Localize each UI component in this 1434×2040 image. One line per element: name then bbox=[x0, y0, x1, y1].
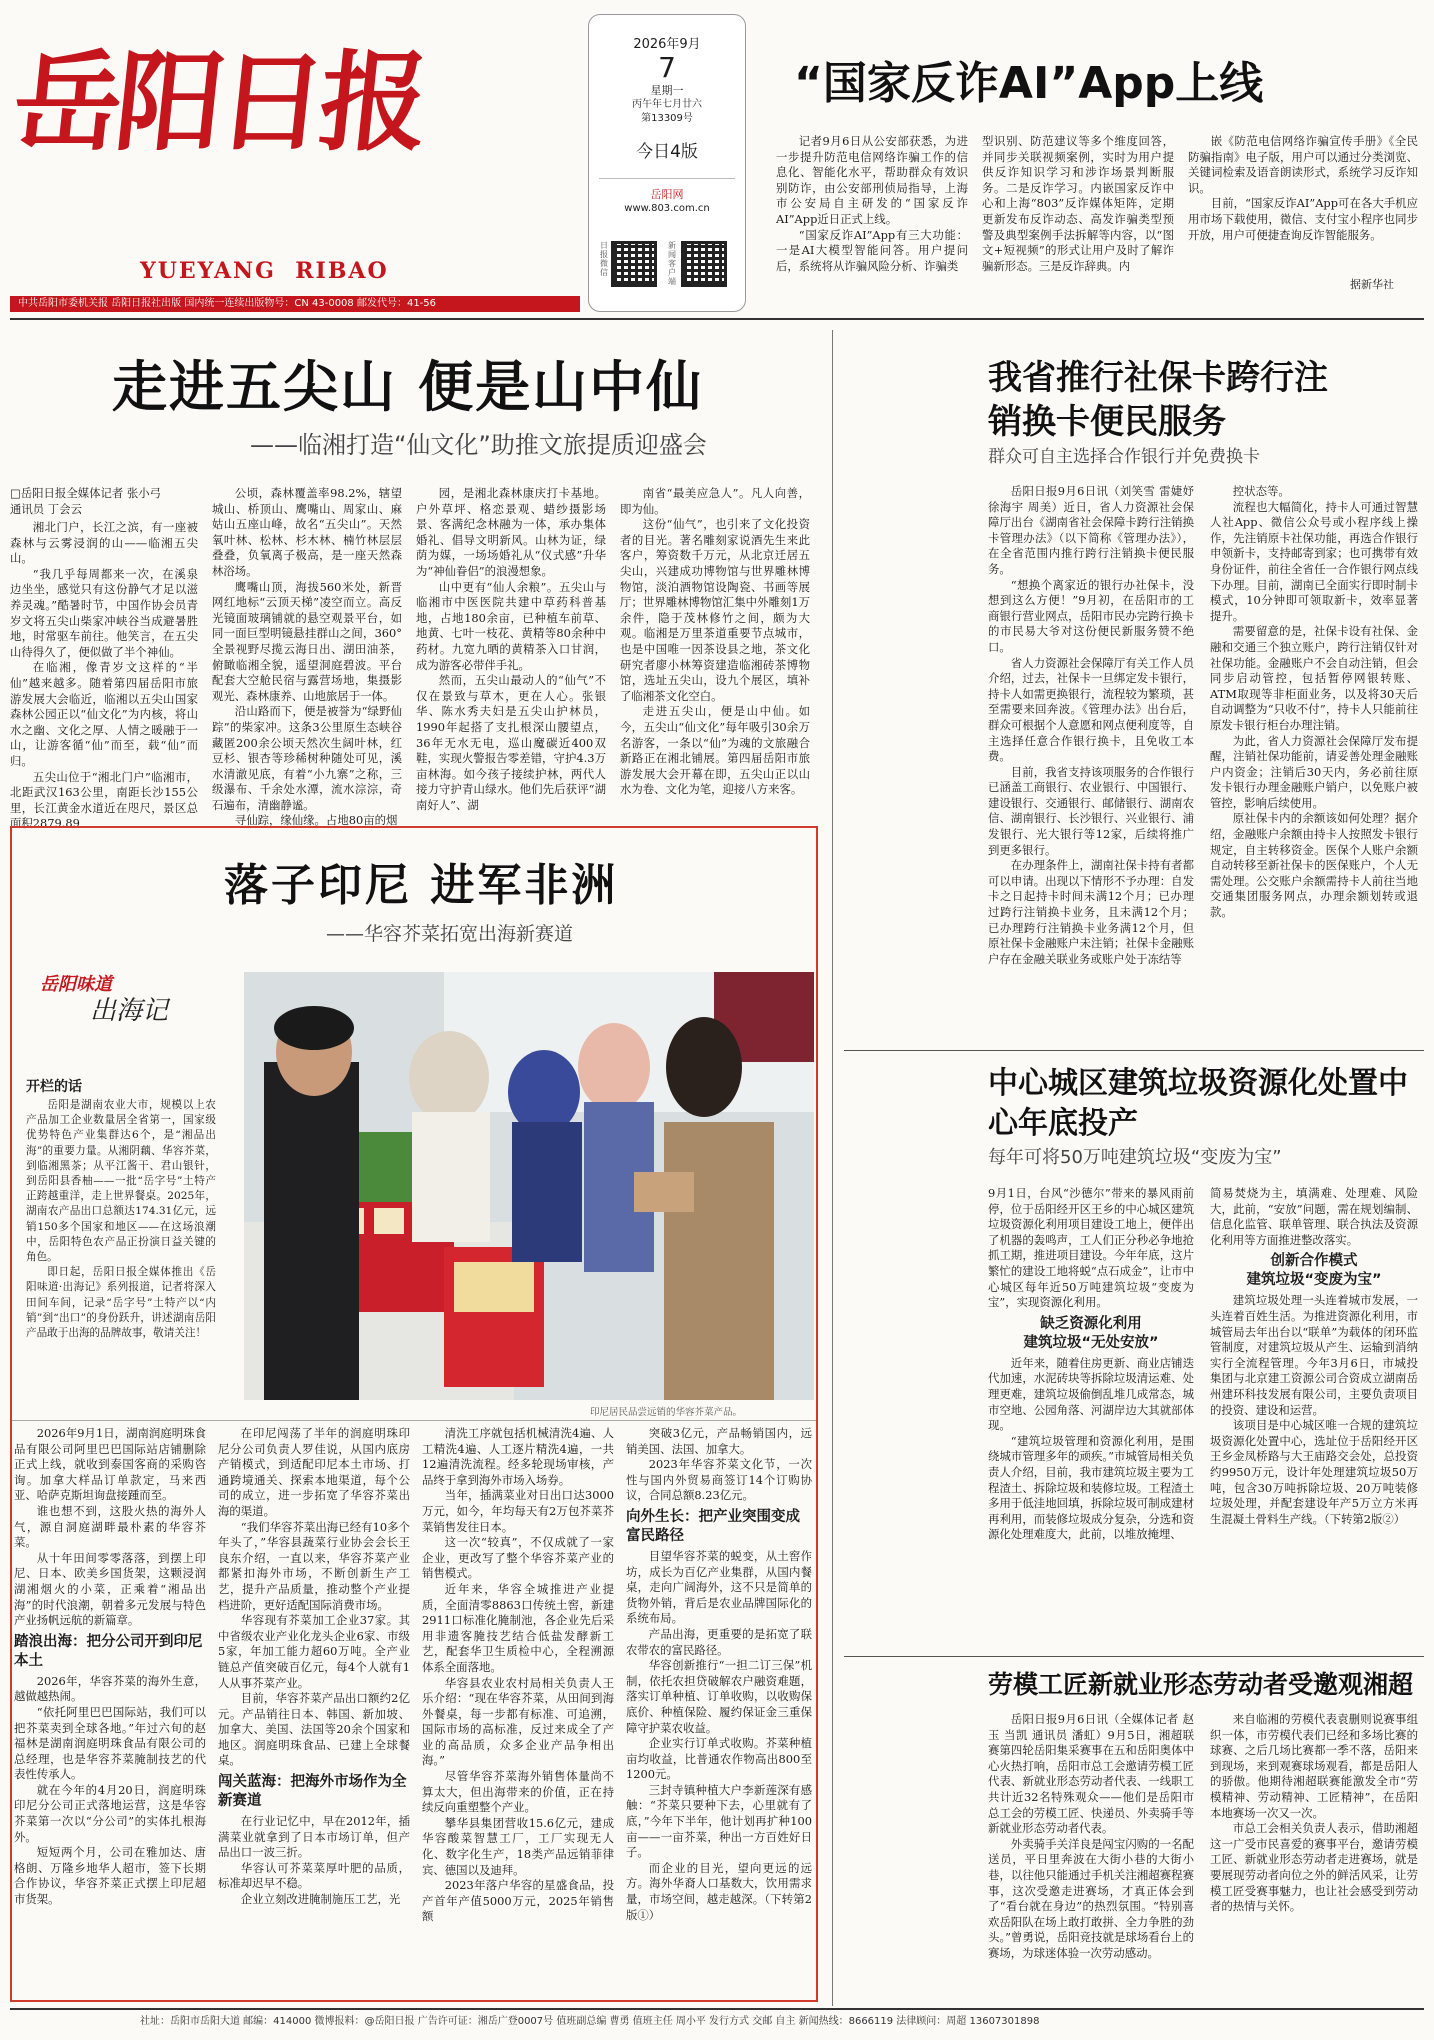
waste-col-1-heading: 缺乏资源化利用 建筑垃圾“无处安放” bbox=[1023, 1315, 1159, 1351]
masthead-logo: 岳阳日报 bbox=[7, 40, 429, 166]
page-count: 今日4版 bbox=[636, 142, 698, 162]
waste-col-2-text: 简易焚烧为主，填满难、处理难、风险大，此前，“安放”问题，需在规划编制、信息化监管、联单管理、联合执法及资源化利用等方面推进整改落实。 bbox=[1210, 1186, 1418, 1247]
labor-col-2: 来自临湘的劳模代表袁删则说赛事组织一体，市劳模代表们已经和多场比赛的球赛、之后几场比赛都一季不落，岳阳来到现场，来到观赛球场观看，都是岳阳人的骄傲。他期待湘超联赛能激发全市“劳模精神、劳动精神、工匠精神”，在岳阳本地赛场一次又一次。 市总工会相关负责人表示，借助湘超这一广受市民喜爱的赛事平台，邀请劳模工匠、新就业形态劳动者走进赛场，就是要展现劳动者向位之外的鲜活风采，让劳模工匠受赛事魅力，也让社会感受到劳动者的热情与关怀。 bbox=[1210, 1712, 1418, 1914]
preface-text: 岳阳是湖南农业大市，规模以上农产品加工企业数量居全省第一，国家级优势特色产业集群达6个，是“湘品出海”的重要力量。从湘阴藕、华容芥菜，到临湘黑茶；从平江酱干、君山银针，到岳阳县香柚——一批“岳字号”土特产正跨越重洋，走上世界餐桌。2025年，湖南农产品出口总额达174.31亿元，远销150多个国家和地区——在这场浪潮中，岳阳特色农产品正扮演日益关键的角色。 即日起，岳阳日报全媒体推出《岳阳味道·出海记》系列报道，记者将深入田间车间，记录“岳字号”土特产以“内销”到“出口”的身份跃升，讲述湖南岳阳产品敢于出海的品牌故事，敬请关注！ bbox=[26, 1099, 216, 1340]
preface-title: 开栏的话 bbox=[26, 1079, 82, 1095]
social-card-col-2: 控状态等。 流程也大幅简化，持卡人可通过智慧人社App、微信公众号或小程序线上操作，先注销原卡社保功能，再选合作银行申领新卡，支持邮寄到家；也可携带有效身份证件，前往全省任一合作银行网点线下办理。目前，湖南已全面实行即时制卡模式，10分钟即可领取新卡，效率显著提升。 需要留意的是，社保卡设有社保、金融和交通三个独立账户，跨行注销仅针对社保功能。金融账户不会自动注销，但会同步启动管控，包括暂停网银转账、ATM取现等非柜面业务，以及将30天后自动调整为“只收不付”，持卡人只能前往原发卡银行柜台办理注销。 为此，省人力资源社会保障厅发布提醒，注销社保功能前，请妥善处理金融账户内资金；注销后30天内，务必前往原发卡银行办理金融账户销户，以免账户被管控，影响后续使用。 原社保卡内的余额该如何处理？据介绍，金融账户余额由持卡人按照发卡银行规定，自主转移资金。医保个人账户余额自动转移至新社保卡的医保账户，个人无需处理。公交账户余额需持卡人前往当地交通集团服务网点，办理余额划转或退款。 bbox=[1210, 484, 1418, 920]
masthead-pinyin: YUEYANG RIBAO bbox=[140, 258, 389, 284]
featured-col-2 bbox=[218, 1426, 410, 1998]
lead-story-byline: □岳阳日报全媒体记者 张小弓 通讯员 丁会云 bbox=[10, 486, 162, 516]
waste-col-1 bbox=[988, 1186, 1194, 1648]
featured-col-1-heading: 踏浪出海：把分公司开到印尼本土 bbox=[14, 1633, 203, 1669]
featured-col-4b-text: 目望华容芥菜的蜕变，从土窖作坊，成长为百亿产业集群，从国内餐桌，走向广阔海外，这不只是简单的货物外销，背后是农业品牌国际化的系统布局。 产品出海，更重要的是拓宽了联农带农的富民路径。 华容创新推行“一担二订三保”机制，依托农担贷破解农户融资难题，落实订单种植、订单收购，以收购保底价、种植保险、履约保证金三重保障守护菜农收益。 企业实行订单式收购。芥菜种植亩均收益，比普通农作物高出800至1200元。 三封寺镇种植大户李新莲深有感触：“芥菜只要种下去，心里就有了底，”今年下半年，他计划再扩种100亩——一亩芥菜，种出一方百姓好日子。 而企业的目光，望向更远的远方。海外华裔人口基数大，饮用需求量，市场空间，越走越深。（下转第2版①） bbox=[626, 1548, 812, 1922]
photo-scene bbox=[244, 972, 814, 1400]
waste-col-2b-text: 建筑垃圾处理一头连着城市发展，一头连着百姓生活。为推进资源化利用，市城管局去年出台以“联单”为载体的闭环监管制度，对建筑垃圾从产生、运输到消纳实行全流程管理。今年3月6日，市城投集团与北京建工资源公司合资成立湖南岳州建环科技发展有限公司，主要负责项目的投资、建设和运营。 该项目是中心城区唯一合规的建筑垃圾资源化处置中心，选址位于岳阳经开区王乡金凤桥路与大王庙路交会处，总投资约9950万元，设计年处理建筑垃圾50万吨，包含30万吨拆除垃圾、20万吨装修垃圾处理，并配套建设年产5万立方米再生混凝土骨料生产线。（下转第2版②） bbox=[1210, 1293, 1418, 1526]
lead-story-subtitle: ——临湘打造“仙文化”助推文旅提质迎盛会 bbox=[250, 431, 707, 459]
top-story-col-2: 型识别、防范建议等多个维度回答，并同步关联视频案例，实时为用户提供反诈知识学习和涉诈场景判断服务。二是反诈学习。内嵌国家反诈中心和上海“803”反诈媒体矩阵，定期更新发布反诈动态、高发诈骗类型预警及典型案例手法拆解等内容，以“图文+短视频”的形式让用户及时了解诈骗新形态。三是反诈辞典。内 bbox=[982, 134, 1174, 273]
social-card-col-1: 岳阳日报9月6日讯（刘笑雪 雷婕妤 徐海宇 周美）近日，省人力资源社会保障厅出台《湖南省社会保障卡跨行注销换卡管理办法》（以下简称《管理办法》），在全省范围内推行跨行注销换卡便民服务。 “想换个离家近的银行办社保卡，没想到这么方便！”9月初，在岳阳市的工商银行营业网点，岳阳市民办完跨行换卡的市民易大爷对这份便民新服务赞不绝口。 省人力资源社会保障厅有关工作人员介绍，过去，社保卡一旦绑定发卡银行，持卡人如需更换银行，流程较为繁琐，甚至需要来回奔波。《管理办法》出台后，群众可根据个人意愿和网点便利度等，自主选择任意合作银行换卡，且免收工本费。 目前，我省支持该项服务的合作银行已涵盖工商银行、农业银行、中国银行、建设银行、交通银行、邮储银行、湖南农信、湖南银行、长沙银行、兴业银行、浦发银行、光大银行等12家，后续将推广到更多银行。 在办理条件上，湖南社保卡持有者都可以申请。出现以下情形不予办理：自发卡之日起持卡时间未满12个月；已办理过跨行注销换卡业务，且未满12个月；已办理跨行注销换卡业务满12个月，但原社保卡金融账户未注销；社保卡金融账户存在金融关联业务或账户处于冻结等 bbox=[988, 484, 1194, 966]
site-url: www.803.com.cn bbox=[624, 203, 710, 214]
qr1-label: 日报微信 bbox=[600, 241, 608, 277]
site-name: 岳阳网 bbox=[650, 188, 684, 201]
waste-col-1-text: 9月1日，台风“沙德尔”带来的暴风雨前停，位于岳阳经开区王乡的中心城区建筑垃圾资源化利用项目建设工地上，便伴出了机器的轰鸣声，工人们正分秒必争地抢抓工期，推进项目建设。今年年底，这片繁忙的建设工地将蜕“点石成金”，让市中心城区每年近50万吨建筑垃圾“变废为宝”，实现资源化利用。 bbox=[988, 1186, 1194, 1310]
waste-col-2 bbox=[1210, 1186, 1418, 1648]
social-card-title: 我省推行社保卡跨行注销换卡便民服务 bbox=[988, 358, 1328, 442]
lead-story-col-1: 湘北门户，长江之滨，有一座被森林与云雾浸润的山——临湘五尖山。 “我几乎每周都来一次，在溪泉边坐坐，感觉只有这份静气才足以滋养灵魂。”酷暑时节，中国作协会员青岁文将五尖山柴家冲峡谷当成避暑胜地，时常驱车前往。他笑言，在五尖山待得久了，便似做了半个神仙。 在临湘，像青岁文这样的“半仙”越来越多。随着第四届岳阳市旅游发展大会临近，临湘以五尖山国家森林公园正以“仙文化”为内核，将山水之幽、文化之厚、人情之暖融于一山，让游客循“仙”而至，载“仙”而归。 五尖山位于“湘北门户”临湘市，北距武汉163公里，南距长沙155公里，长江黄金水道近在咫尺，景区总面积2879.89 bbox=[10, 520, 198, 831]
labor-story-title: 劳模工匠新就业形态劳动者受邀观湘超 bbox=[988, 1670, 1414, 1699]
featured-col-2-heading: 闯关蓝海：把海外市场作为全新赛道 bbox=[218, 1774, 407, 1810]
featured-col-3: 清洗工序就包括机械清洗4遍、人工精洗4遍、人工逐片精洗4遍，一共12遍清洗流程。经多轮现场审核，产品终于拿到海外市场入场券。 当年，插满菜业对日出口达3000万元，如今，年均每天有2万包芥菜芥菜销售发往日本。 这一次“较真”，不仅成就了一家企业，更改写了整个华容芥菜产业的销售模式。 近年来，华容全城推进产业提质，全面清零8863口传统土窖，新建2911口标准化腌制池，各企业先后采用非遗客腌技艺结合低盐发酵新工艺，配套华卫生质检中心，全程溯源体系全面落地。 华容县农业农村局相关负责人王乐介绍：“现在华容芥菜，从田间到海外餐桌，每一步都有标准、可追溯，国际市场的高标准，反过来成全了产业的高品质，众多企业产品争相出海。” 尽管华容芥菜海外销售体量尚不算太大，但出海带来的价值，正在持续反向重塑整个产业。 攀华县集团营收15.6亿元，建成华容酸菜智慧工厂，工厂实现无人化、数字化生产，18类产品远销菲律宾、德国以及迪拜。 2023年落户华容的星盛食品，投产首年产值5000万元，2025年销售额 bbox=[422, 1426, 614, 1924]
date-lunar: 丙午年七月廿六 bbox=[632, 99, 702, 110]
top-story-source: 据新华社 bbox=[1350, 278, 1394, 291]
masthead-strip: 中共岳阳市委机关报 岳阳日报社出版 国内统一连续出版物号：CN 43-0008 邮发代号：41-56 bbox=[10, 296, 580, 312]
featured-col-4-text: 突破3亿元，产品畅销国内，远销美国、法国、加拿大。 2023年华容芥菜文化节，一次性与国内外贸易商签订14个订购协议，合同总额8.23亿元。 bbox=[626, 1426, 812, 1503]
date-day: 7 bbox=[658, 51, 676, 84]
top-story-title: “国家反诈AI”App上线 bbox=[794, 58, 1264, 109]
lead-story-col-2: 公顷，森林覆盖率98.2%，辖望城山、桥顶山、鹰嘴山、周家山、麻姑山五座山峰，故名“五尖山”。天然氧叶林、松林、杉木林、楠竹林层层叠叠，负氧离子极高，是一座天然森林浴场。 鹰嘴山顶，海拔560米处，新晋网红地标“云顶天梯”凌空而立。高反光镜面玻璃铺就的悬空观景平台，如同一面巨型明镜悬挂群山之间，360°全景视野尽揽云海日出、湖田油茶，俯瞰临湘全貌，遥望洞庭碧波。平台配套大空舱民宿与露营场地，集摄影观光、森林康养、山地旅居于一体。 沿山路而下，便是被誉为“绿野仙踪”的柴家冲。这条3公里原生态峡谷藏匿200余公顷天然次生阔叶林，红豆杉、银杏等珍稀树种随处可见，溪水清澈见底，有着“小九寨”之称，三级瀑布、千余处水潭，流水淙淙，奇石遍布，清幽静谧。 寻仙踪，缘仙缘。占地80亩的烟 bbox=[212, 486, 402, 828]
qr2-label: 新闻客户端 bbox=[668, 241, 676, 286]
column-logo-line1: 岳阳味道 bbox=[40, 974, 112, 995]
issue-number: 第13309号 bbox=[641, 113, 693, 124]
top-story-col-3: 嵌《防范电信网络诈骗宣传手册》《全民防骗指南》电子版，用户可以通过分类浏览、关键词检索及语音朗读形式，系统学习反诈知识。 目前，“国家反诈AI”App可在各大手机应用市场下载使用，微信、支付宝小程序也同步开放，用户可便捷查询反诈智能服务。 bbox=[1188, 134, 1418, 242]
featured-col-2b-text: 在行业记忆中，早在2012年，插满菜业就拿到了日本市场订单，但产品出口一波三折。 华容认可芥菜菜厚叶肥的品质，标准却迟早不稳。 企业立刻改进腌制施压工艺，光 bbox=[218, 1814, 410, 1907]
featured-col-1 bbox=[14, 1426, 206, 1998]
waste-col-2-heading: 创新合作模式 建筑垃圾“变废为宝” bbox=[1246, 1253, 1382, 1289]
wechat-qr-code-icon bbox=[611, 241, 657, 287]
labor-col-1: 岳阳日报9月6日讯（全媒体记者 赵玉 当凯 通讯员 潘虹）9月5日，湘超联赛第四轮岳阳集采赛事在五和岳阳奥体中心火热打响，岳阳市总工会邀请劳模工匠代表、新就业形态劳动者代表、一线职工共计近32名特殊观众——他们是岳阳市总工会的劳模工匠、快递员、外卖骑手等新就业形态劳动者代表。 外卖骑手关洋良是闯宝闪购的一名配送员，平日里奔波在大街小巷的大街小巷，以往他只能通过手机关注湘超赛程赛事，这次受邀走进赛场，才真正体会到了“看台就在身边”的热烈氛围。“特别喜欢岳阳队在场上敢打敢拼、全力争胜的劲头。”曾勇说，岳阳竞技就是球场看台上的赛场，为球迷体验一次劳动感动。 bbox=[988, 1712, 1194, 1960]
featured-col-2-text: 在印尼闯荡了半年的润庭明珠印尼分公司负责人罗佳说，从国内底房产销模式，到适配印尼本土市场、打通跨境通关、探索本地渠道，每个公司的成立，进一步拓宽了华容芥菜出海的渠道。 “我们华容芥菜出海已经有10多个年头了，”华容县蔬菜行业协会会长王良东介绍，一直以来，华容芥菜产业都紧扣海外市场，不断创新生产工艺，提升产品质量，推动整个产业提档进阶，更好适配国际消费市场。 华容现有芥菜加工企业37家。其中省级农业产业化龙头企业6家、市级5家，年加工能力超60万吨。全产业链总产值突破百亿元，每4个人就有1人从事芥菜产业。 目前，华容芥菜产品出口额约2亿元。产品销往日本、韩国、新加坡、加拿大、美国、法国等20余个国家和地区。润庭明珠食品、已建上全球餐桌。 bbox=[218, 1426, 410, 1768]
social-card-subtitle: 群众可自主选择合作银行并免费换卡 bbox=[988, 447, 1260, 467]
featured-col-4 bbox=[626, 1426, 812, 1998]
date-box bbox=[588, 14, 746, 312]
date-year-month: 2026年9月 bbox=[633, 37, 701, 52]
featured-col-1b-text: 2026年，华容芥菜的海外生意，越做越热闹。 “依托阿里巴巴国际站，我们可以把芥菜卖到全球各地。”年过六旬的赵福林是湖南润庭明珠食品有限公司的总经理，也是华容芥菜腌制技艺的代表性传承人。 就在今年的4月20日，润庭明珠印尼分公司正式落地运营，这是华容芥菜第一次以“分公司”的实体扎根海外。 短短两个月，公司在雅加达、唐格朗、万隆乡地华人超市，签下长期合作协议，华容芥菜正式摆上印尼超市货架。 bbox=[14, 1673, 206, 1907]
photo-caption: 印尼居民品尝远销的华容芥菜产品。 bbox=[590, 1407, 743, 1418]
featured-col-1-text: 2026年9月1日，湖南润庭明珠食品有限公司阿里巴巴国际站店铺删除正式上线，就收到泰国客商的采购咨询。加拿大样品订单款定，马来西亚、哈萨克斯坦询盘接踵而至。 谁也想不到，这股火热的海外人气，源自洞庭湖畔最朴素的华容芥菜。 从十年田间零零落落，到摆上印尼、日本、欧美乡国货架，这颗浸润湖湘烟火的小菜，正乘着“湘品出海”的时代浪潮，朝着多元发展与特色产业扬帆远航的新篇章。 bbox=[14, 1426, 206, 1628]
column-logo-line2: 出海记 bbox=[90, 996, 169, 1026]
featured-col-4-heading: 向外生长：把产业突围变成富民路径 bbox=[626, 1508, 800, 1544]
lead-story-col-3: 园，是湘北森林康庆打卡基地。户外草坪、格恋景观、蜡纱摄影场景、客满纪念林融为一体，承办集体婚礼、倡导文明新风。山林为证，绿荫为媒，一场场婚礼从“仪式感”升华为“神仙眷侣”的浪漫想象。 山中更有“仙人余粮”。五尖山与临湘市中医医院共建中草药科普基地，占地180余亩，已种植车前草、地黄、七叶一枝花、黄精等80余种中药材。九宽九晒的黄精茶入口甘润，成为游客必带伴手礼。 然而，五尖山最动人的“仙气”不仅在景致与草木，更在人心。张银华、陈水秀夫妇是五尖山护林员，1990年起搭了支扎根深山腰望点，36年无水无电，巡山魔碳近400双鞋，实现火警报告零差错，守护4.3万亩林海。如今孩子接续护林，两代人接力守护青山绿水。他们先后获评“湖南好人”、湖 bbox=[416, 486, 606, 812]
app-qr-code-icon bbox=[681, 241, 727, 287]
waste-story-title: 中心城区建筑垃圾资源化处置中心年底投产 bbox=[988, 1066, 1408, 1141]
footer-info: 社址：岳阳市岳阳大道 邮编：414000 微博报料：@岳阳日报 广告许可证：湘岳广登0007号 值班副总编 曹勇 值班主任 周小平 发行方式 交邮 自主 新闻热线：8666119 法律顾问：周超 13607301898 bbox=[140, 2016, 1040, 2027]
lead-story-col-4: 南省“最美应急人”。凡人向善，即为仙。 这份“仙气”，也引来了文化投资者的目光。著名雕刻家说酒先生来此客户，筹资数千万元，从北京迁居五尖山，兴建成功博物馆与世界雕林博物馆，淡泊酒物馆设陶瓷、书画等展厅；世界雕林博物馆汇集中外雕刻1万余件，隐于茂林修竹之间，颇为大观。临湘是万里茶道重要节点城市，也是中国唯一因茶设县之地，茶文化研究者廖小林筹资建造临湘砖茶博物馆，选址五尖山，设九个展区，填补了临湘茶文化空白。 走进五尖山，便是山中仙。如今，五尖山“仙文化”每年吸引30余万名游客，一条以“仙”为魂的文旅融合新路正在湘北铺展。第四届岳阳市旅游发展大会开幕在即，五尖山正以山水为卷、文化为笔，迎接八方来客。 bbox=[620, 486, 810, 797]
featured-story-subtitle: ——华容芥菜拓宽出海新赛道 bbox=[326, 923, 574, 945]
featured-story-title: 落子印尼 进军非洲 bbox=[224, 860, 619, 911]
date-weekday: 星期一 bbox=[650, 84, 684, 97]
featured-photo bbox=[244, 972, 814, 1400]
column-logo bbox=[40, 970, 190, 1040]
top-story-col-1: 记者9月6日从公安部获悉，为进一步提升防范电信网络诈骗工作的信息化、智能化水平，帮助群众有效识别防诈，由公安部刑侦局指导，上海市公安局自主研发的“国家反诈AI”App近日正式上线。 “国家反诈AI”App有三大功能：一是AI大模型智能问答。用户提问后，系统将从诈骗风险分析、诈骗类 bbox=[776, 134, 968, 273]
lead-story-title: 走进五尖山 便是山中仙 bbox=[112, 355, 704, 419]
waste-story-subtitle: 每年可将50万吨建筑垃圾“变废为宝” bbox=[988, 1147, 1282, 1168]
waste-col-1b-text: 近年来，随着住房更新、商业店铺迭代加速，水泥砖块等拆除垃圾清运难、处理更难，建筑垃圾偷倒乱堆几成常态，城市空地、公园角落、河湖岸边大其就部体现。 “建筑垃圾管理和资源化利用，是围绕城市管理多年的顽疾。”市城管局相关负责人介绍，目前，我市建筑垃圾主要为工程渣土、拆除垃圾和装修垃圾。工程渣土多用于低洼地回填，拆除垃圾可制成建材再利用，而装修垃圾成分复杂，分选和资源化处理难度大，此前，以堆放掩埋、 bbox=[988, 1355, 1194, 1542]
